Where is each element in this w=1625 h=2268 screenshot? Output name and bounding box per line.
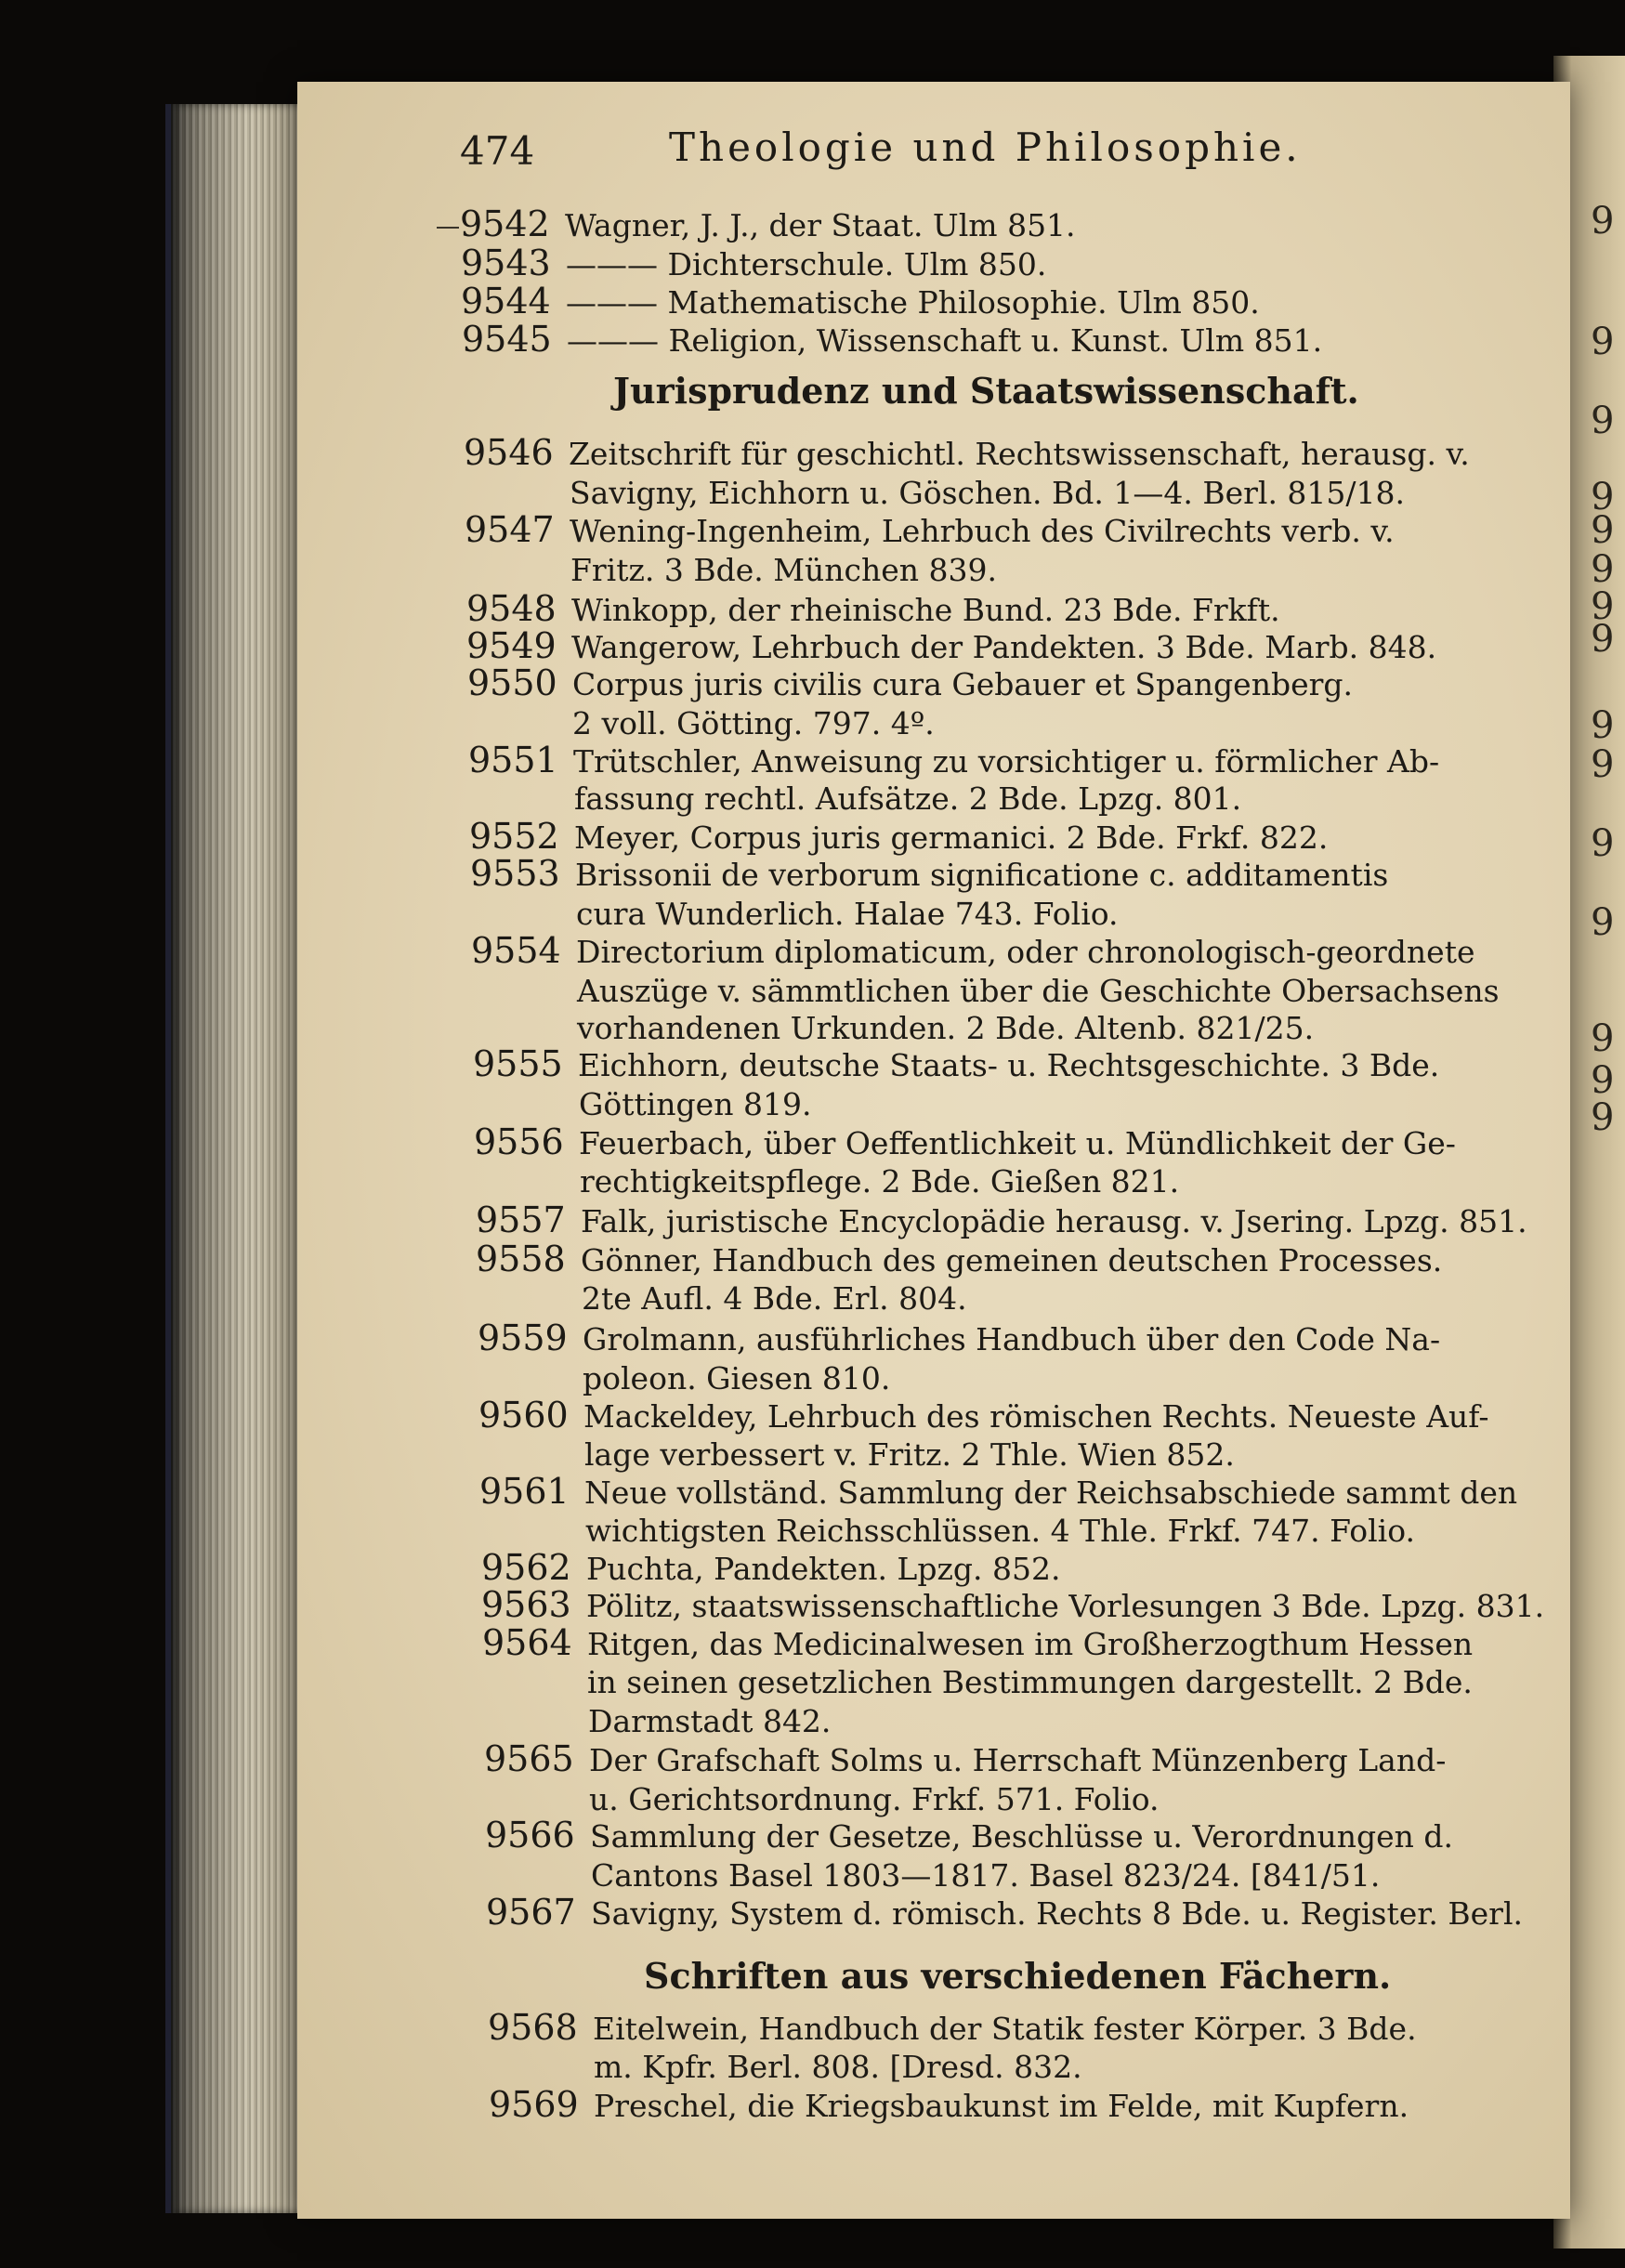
entry-line: Corpus juris civilis cura Gebauer et Spangenberg.: [572, 666, 1354, 702]
facing-page-fragment: 9: [1591, 743, 1615, 786]
entry-line: Winkopp, der rheinische Bund. 23 Bde. Frkft.: [571, 592, 1280, 628]
entry-line: Zeitschrift für geschichtl. Rechtswissenschaft, herausg. v.: [569, 436, 1470, 472]
page-block-edge: [165, 104, 310, 2213]
section-heading: Jurisprudenz und Staatswissenschaft.: [613, 370, 1359, 412]
facing-page-fragment: 9: [1591, 321, 1615, 363]
margin-mark: [437, 227, 459, 229]
facing-page-fragment: 9: [1591, 1059, 1615, 1102]
entry-line: rechtigkeitspflege. 2 Bde. Gießen 821.: [580, 1163, 1180, 1200]
facing-page-fragment: 9: [1591, 1017, 1615, 1060]
entry-number: 9569: [489, 2084, 579, 2125]
facing-page-fragment: 9: [1591, 704, 1615, 747]
entry-line: wichtigsten Reichsschlüssen. 4 Thle. Frkf. 747. Folio.: [585, 1513, 1415, 1549]
entry-line: Eichhorn, deutsche Staats- u. Rechtsgeschichte. 3 Bde.: [578, 1047, 1440, 1083]
entry-line: Fritz. 3 Bde. München 839.: [570, 552, 998, 588]
entry-line: in seinen gesetzlichen Bestimmungen dargestellt. 2 Bde.: [587, 1664, 1473, 1700]
section-heading: Schriften aus verschiedenen Fächern.: [644, 1955, 1392, 1997]
entry-line: Neue vollständ. Sammlung der Reichsabschiede sammt den: [584, 1475, 1518, 1511]
entry-number: 9548: [466, 588, 557, 629]
entry-line: Wangerow, Lehrbuch der Pandekten. 3 Bde. Marb. 848.: [571, 629, 1437, 665]
entry-line: Trütschler, Anweisung zu vorsichtiger u. förmlicher Ab-: [573, 743, 1440, 780]
entry-number: 9560: [478, 1395, 569, 1436]
facing-page-fragment: 9: [1591, 476, 1615, 518]
entry-number: 9568: [488, 2007, 578, 2048]
entry-number: 9553: [470, 853, 560, 894]
entry-line: Grolmann, ausführliches Handbuch über den Code Na-: [583, 1321, 1441, 1357]
entry-line: Falk, juristische Encyclopädie herausg. v. Jsering. Lpzg. 851.: [581, 1203, 1527, 1239]
facing-page-fragment: 9: [1591, 618, 1615, 661]
entry-number: 9546: [464, 432, 554, 473]
entry-number: 9567: [486, 1892, 576, 1933]
entry-line: Cantons Basel 1803—1817. Basel 823/24. [841/51.: [591, 1857, 1381, 1894]
entry-line: vorhandenen Urkunden. 2 Bde. Altenb. 821/25.: [577, 1010, 1315, 1046]
entry-number: 9549: [466, 625, 557, 666]
entry-line: 2te Aufl. 4 Bde. Erl. 804.: [582, 1280, 967, 1317]
entry-line: Gönner, Handbuch des gemeinen deutschen Processes.: [581, 1242, 1443, 1278]
entry-line: Ritgen, das Medicinalwesen im Großherzogthum Hessen: [587, 1626, 1474, 1662]
entry-line: Directorium diplomaticum, oder chronologisch-geordnete: [576, 934, 1475, 970]
entry-line: ——— Religion, Wissenschaft u. Kunst. Ulm 851.: [567, 322, 1323, 359]
facing-page-fragment: 9: [1591, 548, 1615, 591]
page-title: Theologie und Philosophie.: [669, 125, 1302, 170]
entry-line: Pölitz, staatswissenschaftliche Vorlesungen 3 Bde. Lpzg. 831.: [586, 1588, 1545, 1624]
entry-number: 9551: [468, 740, 558, 780]
entry-line: Meyer, Corpus juris germanici. 2 Bde. Frkf. 822.: [574, 819, 1329, 856]
entry-line: Savigny, System d. römisch. Rechts 8 Bde. u. Register. Berl.: [591, 1895, 1524, 1932]
entry-line: Mackeldey, Lehrbuch des römischen Rechts. Neueste Auf-: [583, 1398, 1489, 1435]
facing-page-fragment: 9: [1591, 585, 1615, 628]
entry-line: ——— Mathematische Philosophie. Ulm 850.: [566, 284, 1260, 321]
entry-number: 9544: [461, 281, 551, 321]
entry-line: cura Wunderlich. Halae 743. Folio.: [576, 896, 1119, 932]
entry-number: 9563: [481, 1584, 571, 1625]
entry-line: poleon. Giesen 810.: [583, 1360, 891, 1396]
entry-number: 9552: [469, 816, 559, 857]
entry-line: m. Kpfr. Berl. 808. [Dresd. 832.: [594, 2049, 1082, 2085]
facing-page-fragment: 9: [1591, 400, 1615, 442]
entry-line: Preschel, die Kriegsbaukunst im Felde, mit Kupfern.: [594, 2088, 1409, 2124]
entry-line: u. Gerichtsordnung. Frkf. 571. Folio.: [589, 1781, 1160, 1817]
entry-line: Savigny, Eichhorn u. Göschen. Bd. 1—4. Berl. 815/18.: [570, 475, 1406, 511]
entry-line: Wening-Ingenheim, Lehrbuch des Civilrechts verb. v.: [570, 513, 1395, 549]
entry-number: 9557: [476, 1200, 566, 1240]
entry-number: 9542: [460, 203, 550, 244]
entry-number: 9561: [479, 1471, 570, 1512]
entry-line: Brissonii de verborum significatione c. additamentis: [575, 857, 1389, 893]
facing-page-fragment: 9: [1591, 822, 1615, 865]
facing-page-fragment: 9: [1591, 200, 1615, 243]
entry-line: Göttingen 819.: [579, 1086, 812, 1122]
entry-line: 2 voll. Götting. 797. 4º.: [572, 705, 935, 741]
entry-line: Feuerbach, über Oeffentlichkeit u. Mündlichkeit der Ge-: [579, 1125, 1456, 1161]
entry-number: 9543: [461, 243, 551, 283]
entry-number: 9554: [471, 930, 561, 971]
entry-number: 9545: [462, 319, 552, 360]
entry-number: 9566: [485, 1815, 575, 1855]
entry-line: lage verbessert v. Fritz. 2 Thle. Wien 852.: [584, 1436, 1235, 1473]
facing-page-fragment: 9: [1591, 1096, 1615, 1139]
entry-number: 9564: [482, 1622, 572, 1663]
facing-page-fragment: 9: [1591, 901, 1615, 944]
entry-number: 9558: [476, 1239, 566, 1279]
entry-number: 9555: [473, 1043, 563, 1084]
entry-line: Der Grafschaft Solms u. Herrschaft Münzenberg Land-: [589, 1742, 1447, 1778]
entry-number: 9562: [481, 1547, 571, 1588]
entry-number: 9550: [467, 662, 557, 703]
entry-number: 9559: [478, 1318, 568, 1358]
entry-number: 9547: [465, 509, 555, 550]
entry-line: Darmstadt 842.: [588, 1703, 832, 1739]
page-number: 474: [460, 128, 535, 174]
entry-line: ——— Dichterschule. Ulm 850.: [566, 246, 1047, 282]
entry-line: Eitelwein, Handbuch der Statik fester Körper. 3 Bde.: [593, 2011, 1417, 2047]
entry-line: fassung rechtl. Aufsätze. 2 Bde. Lpzg. 801.: [574, 780, 1242, 817]
entry-line: Auszüge v. sämmtlichen über die Geschichte Obersachsens: [577, 973, 1500, 1009]
entry-number: 9565: [484, 1738, 574, 1779]
facing-page-fragment: 9: [1591, 509, 1615, 552]
entry-line: Wagner, J. J., der Staat. Ulm 851.: [565, 207, 1076, 243]
entry-number: 9556: [474, 1121, 564, 1162]
entry-line: Puchta, Pandekten. Lpzg. 852.: [586, 1551, 1061, 1587]
entry-line: Sammlung der Gesetze, Beschlüsse u. Verordnungen d.: [590, 1818, 1453, 1855]
